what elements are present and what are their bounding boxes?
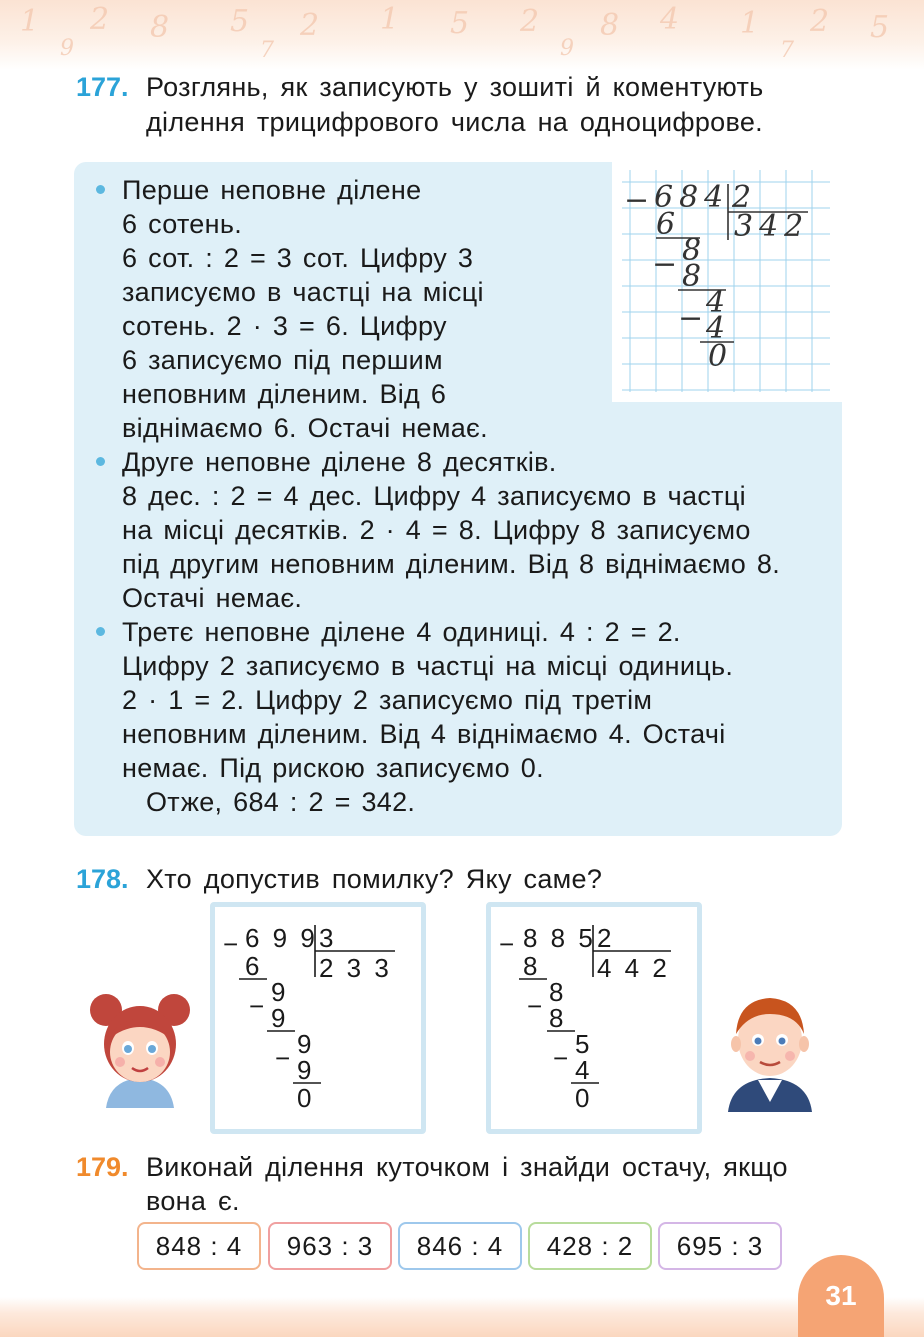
right-sub1: 8: [523, 951, 541, 981]
bullet1-line: 6 сот. : 2 = 3 сот. Цифру 3: [122, 243, 474, 273]
decor-digit: 8: [600, 8, 620, 43]
left-quotient: 2 3 3: [319, 953, 392, 983]
bullet1-line: 6 сотень.: [122, 209, 243, 239]
expression-box-3: 846 : 4: [398, 1222, 522, 1270]
decor-digit: 7: [260, 38, 274, 63]
bullet1-line: 6 записуємо під першим: [122, 345, 443, 375]
expression-box-4: 428 : 2: [528, 1222, 652, 1270]
right-dividend: 8 8 5: [523, 923, 596, 953]
nb-divisor: 2: [732, 180, 752, 215]
decor-digit: 5: [230, 4, 250, 39]
right-sub2: 8: [549, 1003, 567, 1033]
left-step2: 9: [271, 977, 289, 1007]
bullet3-line: неповним діленим. Від 4 віднімаємо 4. Остачі: [122, 719, 726, 749]
expression-box-2: 963 : 3: [268, 1222, 392, 1270]
left-step3: 9: [297, 1029, 315, 1059]
bullet3-line: Третє неповне ділене 4 одиниці. 4 : 2 = 2.: [122, 617, 681, 647]
bullet2-line: Остачі немає.: [122, 583, 303, 613]
left-minus-1: −: [223, 929, 242, 959]
decor-digit: 5: [870, 10, 890, 45]
task-177-text-line2: ділення трицифрового числа на одноцифрове.: [146, 107, 763, 137]
decor-digit: 2: [810, 4, 830, 39]
conclusion: Отже, 684 : 2 = 342.: [146, 787, 416, 817]
girl-avatar-icon: [86, 988, 194, 1112]
bullet2-line: Друге неповне ділене 8 десятків.: [122, 447, 557, 477]
expression-box-1: 848 : 4: [137, 1222, 261, 1270]
task-177-text-line1: Розглянь, як записують у зошиті й коментують: [146, 72, 764, 102]
bullet1-line: неповним діленим. Від 6: [122, 379, 447, 409]
bullet-dot: [96, 457, 105, 466]
decor-digit: 9: [60, 36, 74, 61]
division-card-right: [486, 902, 702, 1134]
right-step2: 8: [549, 977, 567, 1007]
decor-digit: 8: [150, 10, 170, 45]
right-divisor: 2: [597, 923, 615, 953]
right-minus-3: −: [553, 1043, 572, 1073]
bullet1-line: віднімаємо 6. Остачі немає.: [122, 413, 488, 443]
decor-digit: 1: [20, 4, 40, 39]
left-sub2: 9: [271, 1003, 289, 1033]
decor-digit: 1: [740, 6, 760, 41]
left-minus-3: −: [275, 1043, 294, 1073]
left-minus-2: −: [249, 991, 268, 1021]
bullet1-line: записуємо в частці на місці: [122, 277, 484, 307]
nb-sub1: 6: [656, 207, 676, 242]
bullet-dot: [96, 627, 105, 636]
decor-digit: 1: [380, 2, 400, 37]
nb-minus-2: −: [652, 247, 678, 282]
nb-step3: 4: [706, 285, 726, 320]
left-remainder: 0: [297, 1083, 315, 1113]
task-179-text-line2: вона є.: [146, 1186, 240, 1216]
decor-digit: 9: [560, 36, 574, 61]
task-number-179: 179.: [76, 1152, 129, 1182]
task-number-177: 177.: [76, 72, 129, 102]
nb-remainder: 0: [708, 339, 728, 374]
decor-digit: 2: [90, 2, 110, 37]
decor-digit: 2: [300, 8, 320, 43]
decor-digit: 7: [780, 38, 794, 63]
task-number-178: 178.: [76, 864, 129, 894]
right-minus-2: −: [527, 991, 546, 1021]
nb-sub2: 8: [682, 259, 702, 294]
nb-dividend: 684: [654, 180, 730, 215]
decor-digit: 5: [450, 6, 470, 41]
decor-digit: 4: [660, 2, 680, 37]
left-sub3: 9: [297, 1055, 315, 1085]
bullet3-line: 2 · 1 = 2. Цифру 2 записуємо під третім: [122, 685, 653, 715]
bullet1-line: сотень. 2 · 3 = 6. Цифру: [122, 311, 447, 341]
bullet3-line: немає. Під рискою записуємо 0.: [122, 753, 544, 783]
page-number-badge: 31: [798, 1255, 884, 1337]
bullet2-line: під другим неповним діленим. Від 8 віднімаємо 8.: [122, 549, 781, 579]
decorative-footer-band: [0, 1297, 924, 1337]
nb-minus-1: −: [624, 183, 650, 218]
bullet1-line: Перше неповне ділене: [122, 175, 422, 205]
right-minus-1: −: [499, 929, 518, 959]
right-quotient: 4 4 2: [597, 953, 670, 983]
right-sub3: 4: [575, 1055, 593, 1085]
expression-box-5: 695 : 3: [658, 1222, 782, 1270]
left-sub1: 6: [245, 951, 263, 981]
left-dividend: 6 9 9: [245, 923, 318, 953]
bullet-dot: [96, 185, 105, 194]
nb-step2: 8: [682, 233, 702, 268]
right-remainder: 0: [575, 1083, 593, 1113]
nb-quotient: 342: [734, 209, 810, 244]
bullet2-line: 8 дес. : 2 = 4 дес. Цифру 4 записуємо в частці: [122, 481, 746, 511]
bullet3-line: Цифру 2 записуємо в частці на місці одиниць.: [122, 651, 734, 681]
task-178-text: Хто допустив помилку? Яку саме?: [146, 864, 603, 894]
boy-avatar-icon: [722, 984, 818, 1112]
decorative-header-band: [0, 0, 924, 70]
left-divisor: 3: [319, 923, 337, 953]
nb-minus-3: −: [678, 301, 704, 336]
right-step3: 5: [575, 1029, 593, 1059]
task-179-text-line1: Виконай ділення куточком і знайди остачу, якщо: [146, 1152, 788, 1182]
decor-digit: 2: [520, 4, 540, 39]
nb-sub3: 4: [706, 311, 726, 346]
notebook-grid: [622, 170, 830, 392]
division-card-left: [210, 902, 426, 1134]
bullet2-line: на місці десятків. 2 · 4 = 8. Цифру 8 записуємо: [122, 515, 751, 545]
